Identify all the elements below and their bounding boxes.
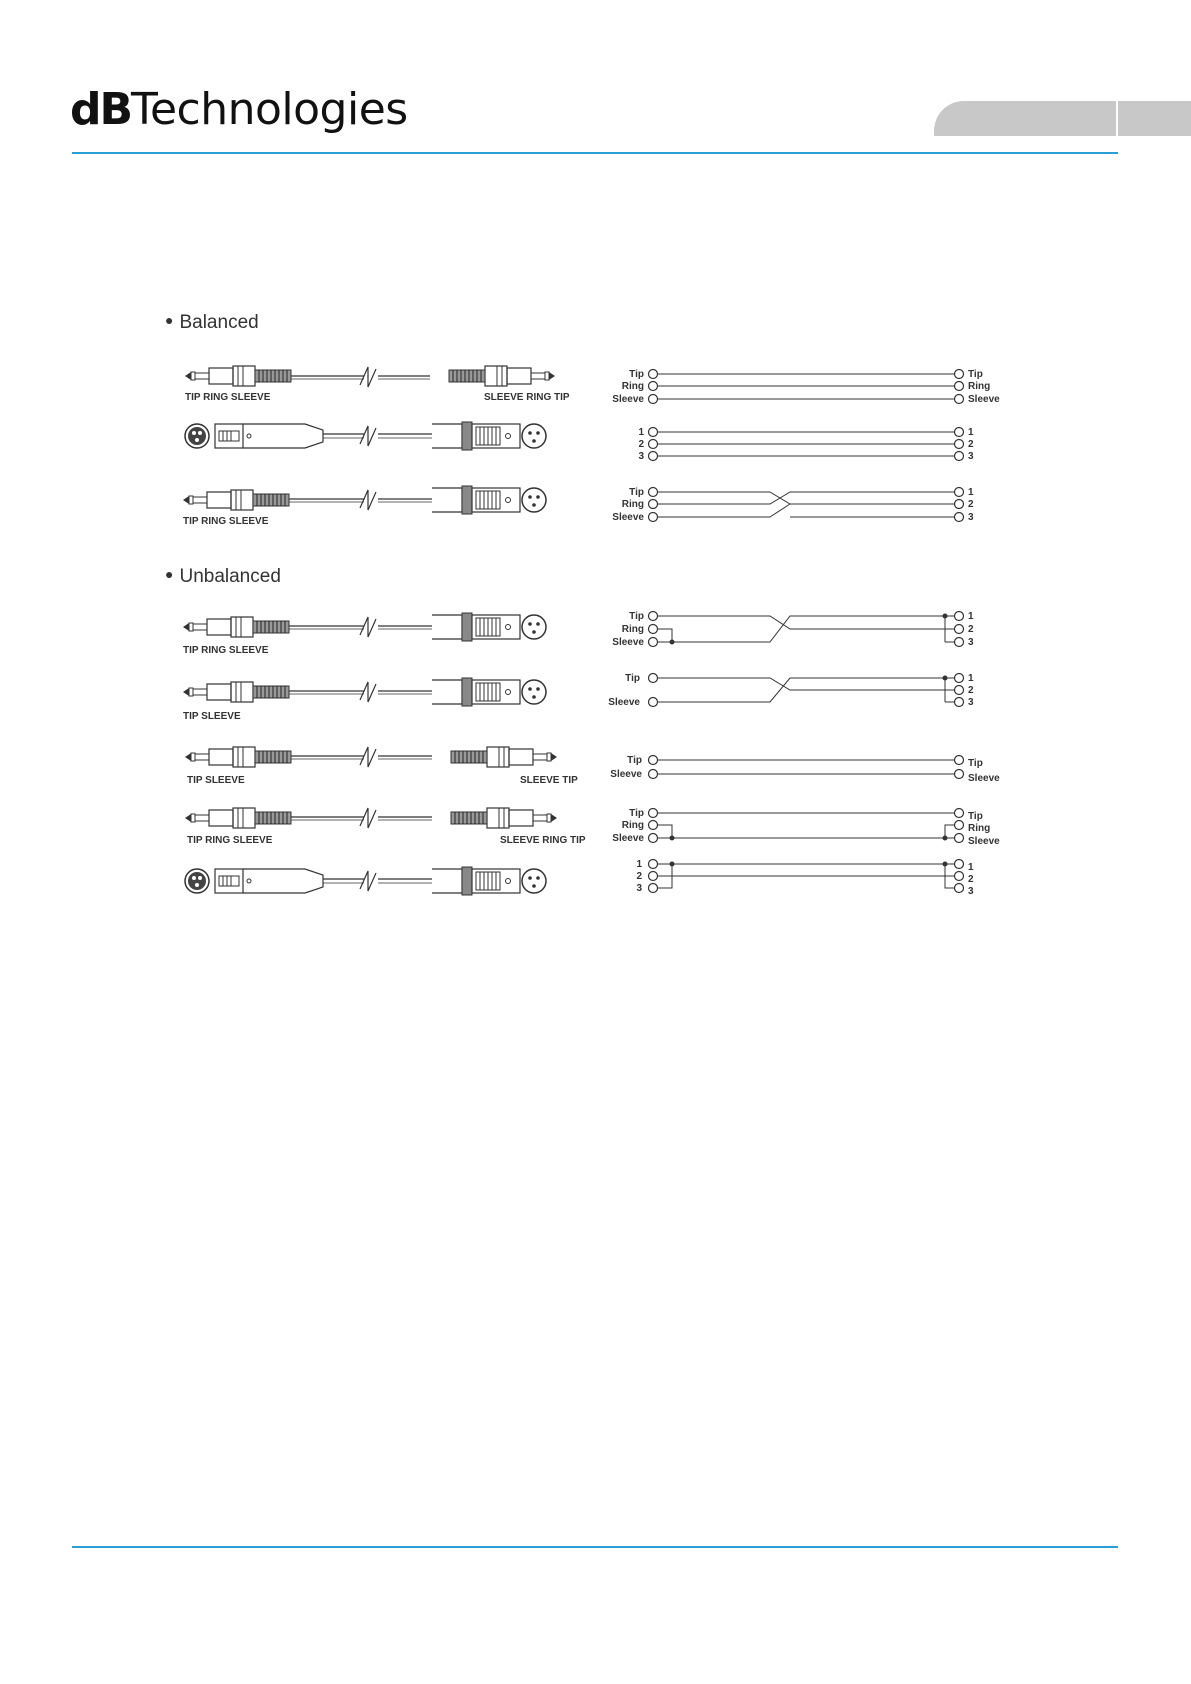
wire-label-tip: Tip [625, 673, 640, 684]
pin-label-3: 3 [968, 451, 974, 462]
wire-label-sleeve: Sleeve [612, 394, 644, 405]
balanced-title: Balanced [179, 312, 259, 333]
wire-label-tip: Tip [629, 808, 644, 819]
wire-label-sleeve: Sleeve [612, 833, 644, 844]
cable-label-left: TIP SLEEVE [187, 775, 245, 786]
unbalanced-heading: ● Unbalanced [165, 566, 281, 587]
pin-label-1: 1 [636, 859, 642, 870]
wiring-ts-xlr-unbalanced [657, 678, 955, 702]
pin-label-2: 2 [636, 871, 642, 882]
pin-label-3: 3 [968, 637, 974, 648]
pin-label-3: 3 [636, 883, 642, 894]
pin-label-3: 3 [968, 886, 974, 897]
wire-label-sleeve: Sleeve [968, 394, 1000, 405]
wire-label-tip: Tip [968, 758, 983, 769]
wire-label-ring: Ring [621, 820, 644, 831]
unbalanced-title: Unbalanced [179, 566, 281, 587]
cable-trs-trs-balanced [185, 366, 555, 387]
wire-label-ring: Ring [968, 381, 991, 392]
pin-label-3: 3 [968, 512, 974, 523]
cable-label-right: SLEEVE RING TIP [500, 835, 586, 846]
wiring-trs-xlr-unbalanced [657, 616, 955, 642]
wire-label-ring: Ring [621, 499, 644, 510]
cable-label-left: TIP RING SLEEVE [185, 392, 271, 403]
wire-label-ring: Ring [968, 823, 991, 834]
pin-label-1: 1 [968, 611, 974, 622]
pin-label-2: 2 [638, 439, 644, 450]
cable-label-left: TIP RING SLEEVE [183, 645, 269, 656]
pin-label-3: 3 [638, 451, 644, 462]
wire-label-tip: Tip [629, 611, 644, 622]
wire-label-sleeve: Sleeve [608, 697, 640, 708]
pin-label-3: 3 [968, 697, 974, 708]
wire-label-sleeve: Sleeve [968, 773, 1000, 784]
wire-label-tip: Tip [629, 487, 644, 498]
cable-ts-xlr-unbalanced [183, 678, 546, 706]
cable-xlr-xlr-balanced [185, 422, 546, 450]
cable-ts-ts-unbalanced [185, 747, 557, 767]
cable-label-left: TIP RING SLEEVE [187, 835, 273, 846]
pin-label-1: 1 [968, 487, 974, 498]
wiring-xlr-xlr-unbalanced [657, 864, 955, 888]
wiring-xlr-xlr [657, 432, 955, 456]
cable-trs-xlr-balanced [183, 486, 546, 514]
pin-label-1: 1 [968, 862, 974, 873]
cable-xlr-xlr-unbalanced [185, 867, 546, 895]
cable-trs-xlr-unbalanced [183, 613, 546, 641]
pin-label-2: 2 [968, 624, 974, 635]
cable-label-right: SLEEVE TIP [520, 775, 578, 786]
wire-label-ring: Ring [621, 624, 644, 635]
wire-label-tip: Tip [627, 755, 642, 766]
balanced-heading: ● Balanced [165, 312, 259, 333]
logo-text: Technologies [131, 84, 408, 135]
logo-db: dB [70, 84, 132, 135]
wiring-trs-trs-unbalanced [657, 813, 955, 838]
wire-label-tip: Tip [629, 369, 644, 380]
wiring-ts-ts-unbalanced [657, 760, 955, 774]
cable-trs-trs-unbalanced [185, 808, 557, 828]
cable-label-left: TIP SLEEVE [183, 711, 241, 722]
wiring-trs-trs [657, 374, 955, 399]
cable-label-right: SLEEVE RING TIP [484, 392, 570, 403]
pin-label-1: 1 [968, 427, 974, 438]
wiring-trs-xlr [657, 492, 955, 517]
pin-label-2: 2 [968, 685, 974, 696]
cable-label-left: TIP RING SLEEVE [183, 516, 269, 527]
wire-label-sleeve: Sleeve [612, 512, 644, 523]
pin-label-2: 2 [968, 499, 974, 510]
wire-label-ring: Ring [621, 381, 644, 392]
wire-label-tip: Tip [968, 369, 983, 380]
pin-label-2: 2 [968, 874, 974, 885]
pin-label-1: 1 [638, 427, 644, 438]
pin-label-1: 1 [968, 673, 974, 684]
wire-label-tip: Tip [968, 811, 983, 822]
wire-label-sleeve: Sleeve [612, 637, 644, 648]
pin-label-2: 2 [968, 439, 974, 450]
wire-label-sleeve: Sleeve [968, 836, 1000, 847]
wire-label-sleeve: Sleeve [610, 769, 642, 780]
